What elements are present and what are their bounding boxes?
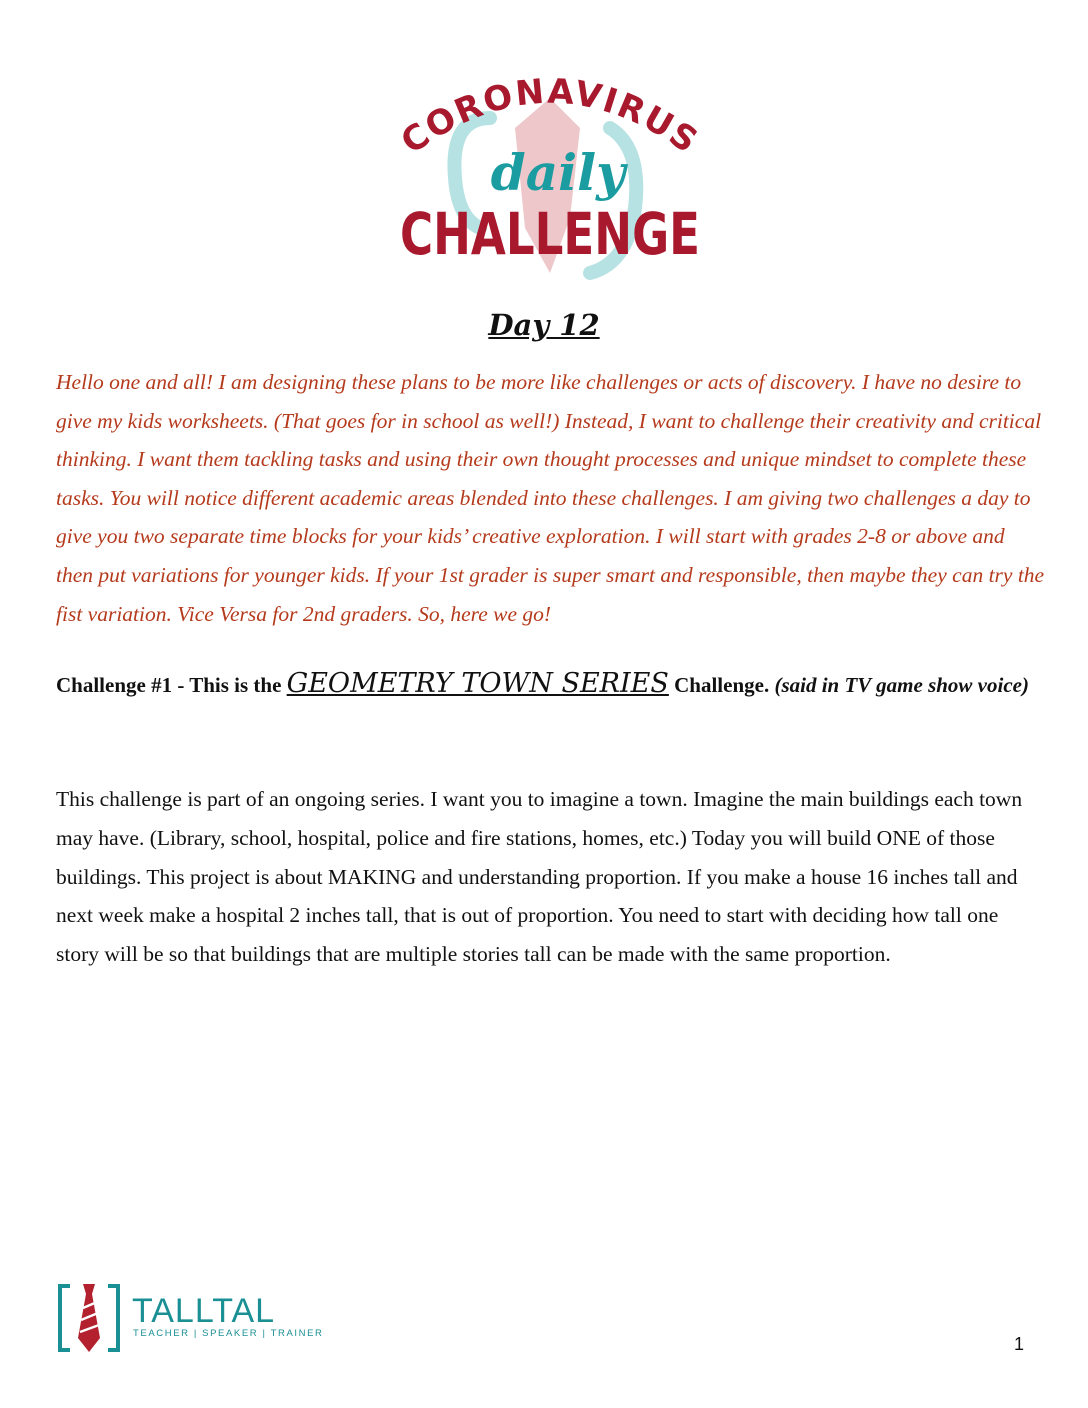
page-number: 1: [1014, 1334, 1025, 1354]
logo-word-coronavirus: CORONAVIRUS: [393, 71, 707, 163]
challenge-description: This challenge is part of an ongoing series. I want you to imagine a town. Imagine the main buildings each town may have. (Library, school, hospital, police and fire stations, homes, etc.) Today you will build ONE of those buildings. This project is about MAKING and understanding proportion. If you make a house 16 inches tall and next week make a hospital 2 inches tall, that is out of proportion. You need to start with deciding how tall one story will be so that buildings that are multiple stories tall can be made with the same proportion.: [56, 787, 1023, 967]
logo-word-challenge: CHALLENGE: [400, 200, 700, 268]
intro-paragraph: Hello one and all! I am designing these plans to be more like challenges or acts of discovery. I have no desire to give my kids worksheets. (That goes for in school as well!) Instead, I want to challenge their creativity and critical thinking. I want them tackling tasks and using their own thought processes and unique mindset to complete these tasks. You will notice different academic areas blended into these challenges. I am giving two challenges a day to give you two separate time blocks for your kids’ creative exploration. I will start with grades 2-8 or above and then put variations for younger kids. If your 1st grader is super smart and responsible, then maybe they can try the fist variation. Vice Versa for 2nd graders. So, here we go!: [56, 370, 1045, 626]
footer-tagline: TEACHER | SPEAKER | TRAINER: [133, 1328, 324, 1339]
challenge-lead-text: Challenge #1 - This is the: [56, 673, 287, 697]
challenge-after-text: Challenge.: [668, 673, 775, 697]
logo-word-daily: daily: [490, 143, 626, 202]
challenge-heading: [56, 660, 1046, 709]
page-title: Day 12: [488, 308, 600, 342]
challenge-aside: (said in TV game show voice): [774, 673, 1029, 697]
footer-brand: TALLTAL: [132, 1292, 276, 1330]
coronavirus-daily-challenge-logo: [380, 58, 720, 298]
series-title: GEOMETRY TOWN SERIES: [286, 668, 669, 699]
